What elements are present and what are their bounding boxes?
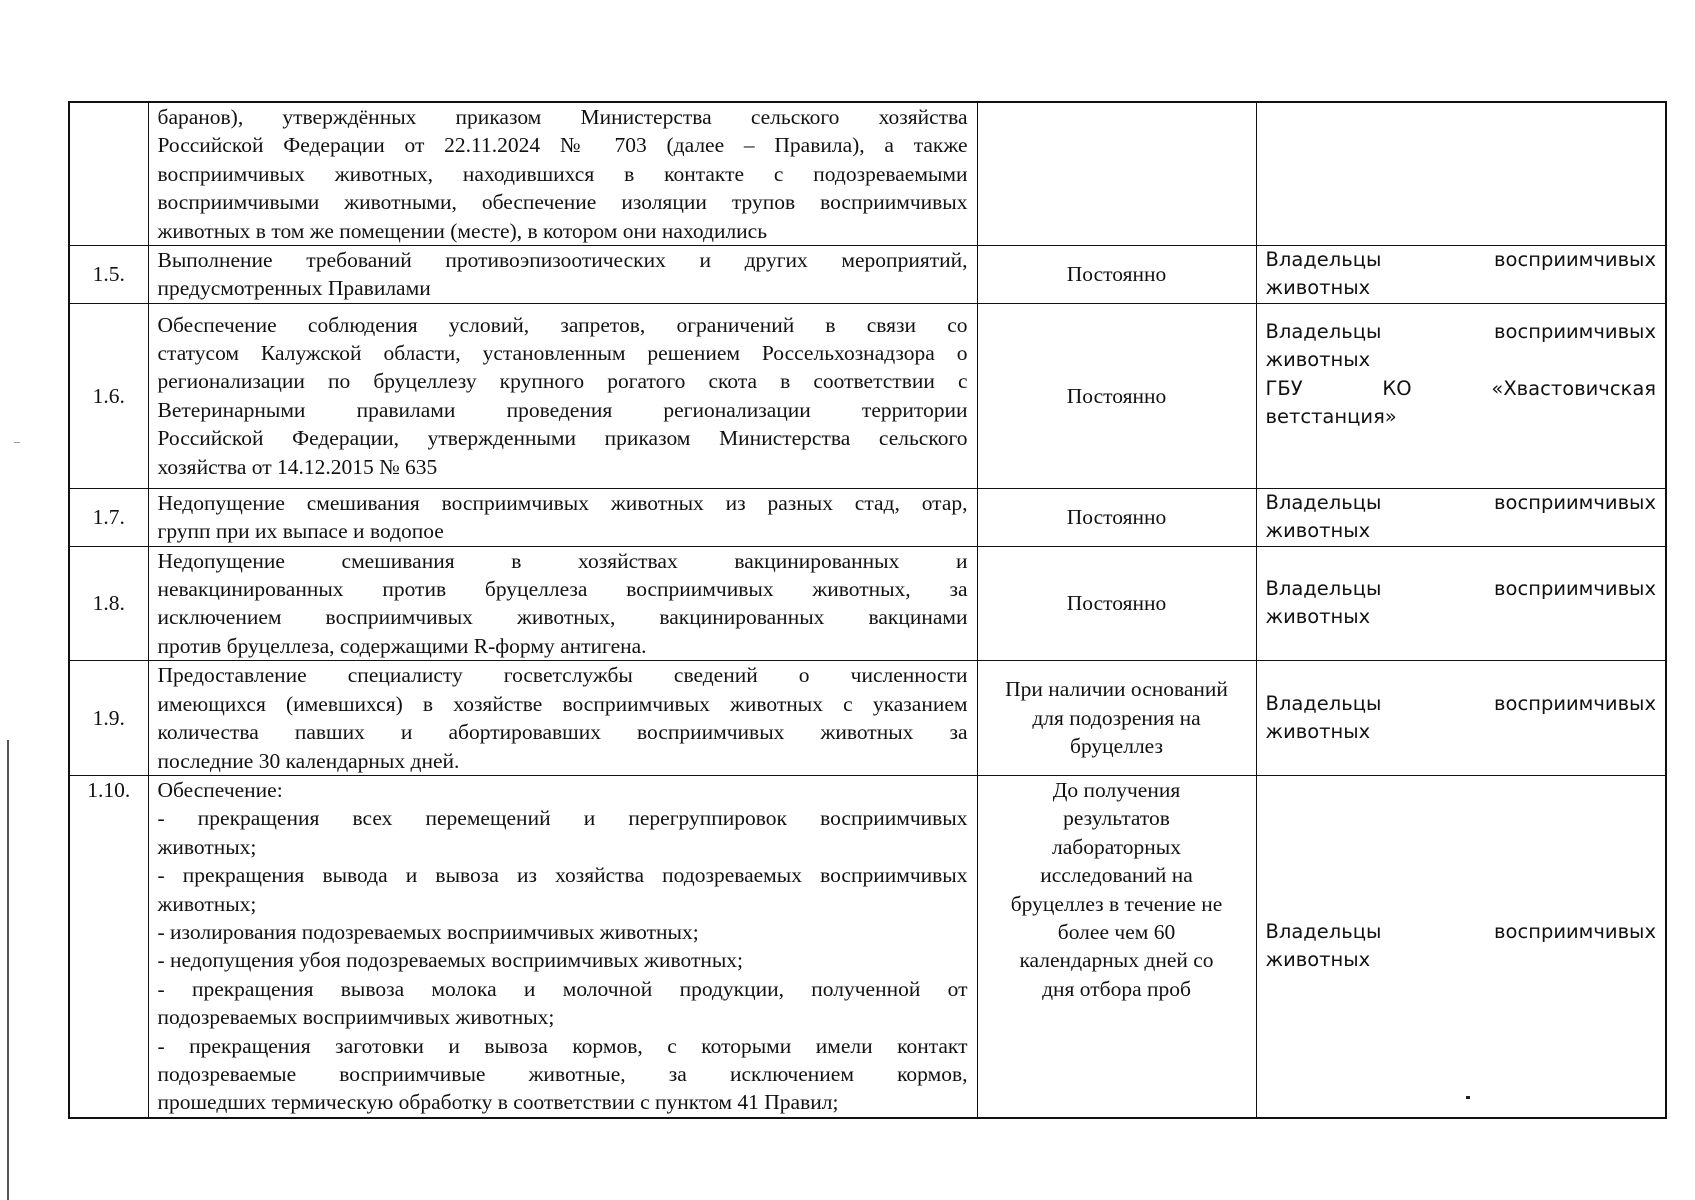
description-line: невакцинированных против бруцеллеза восприимчивых животных, за — [157, 577, 968, 602]
description-line: Российской Федерации от 22.11.2024 № 703 (далее – Правила), а также — [157, 133, 968, 158]
description-line: Предоставление специалисту госветслужбы сведений о численности — [157, 663, 968, 688]
row-description — [148, 546, 977, 661]
term-line: для подозрения на — [1032, 705, 1201, 730]
term-line: результатов — [1063, 806, 1170, 831]
row-description — [148, 246, 977, 304]
description-line: - прекращения вывода и вывоза из хозяйства подозреваемых восприимчивых — [157, 863, 968, 888]
description-line: Обеспечение: — [157, 777, 283, 802]
description-line: Недопущение смешивания восприимчивых животных из разных стад, отар, — [157, 490, 968, 515]
table-row-1-5 — [69, 246, 1666, 304]
responsible-word: восприимчивых — [1494, 919, 1656, 943]
row-number: 1.7. — [69, 488, 148, 546]
scan-edge-line — [7, 740, 9, 1200]
table-row-1-6 — [69, 303, 1666, 488]
responsible-word: восприимчивых — [1494, 248, 1656, 272]
term-line: лабораторных — [1051, 834, 1181, 859]
responsible-word: восприимчивых — [1494, 691, 1656, 715]
description-line: животных; — [157, 834, 257, 859]
table-row-1-7 — [69, 488, 1666, 546]
row-term: Постоянно — [977, 303, 1256, 488]
row-responsible — [1256, 102, 1666, 246]
responsible-word: животных — [1265, 348, 1371, 372]
description-line: групп при их выпасе и водопое — [157, 519, 444, 544]
row-number: 1.6. — [69, 303, 148, 488]
row-term — [977, 102, 1256, 246]
row-responsible — [1256, 303, 1666, 488]
term-line: календарных дней со — [1019, 948, 1214, 973]
responsible-word: «Хвастовичская — [1491, 376, 1656, 400]
measures-table-body — [69, 102, 1666, 1118]
row-description — [148, 775, 977, 1117]
row-responsible — [1256, 488, 1666, 546]
row-description — [148, 488, 977, 546]
scan-tick-mark — [14, 442, 20, 443]
row-description — [148, 661, 977, 776]
description-line: - прекращения заготовки и вывоза кормов, с которыми имели контакт — [157, 1033, 968, 1058]
row-term — [977, 775, 1256, 1117]
responsible-word: восприимчивых — [1494, 490, 1656, 514]
row-description — [148, 303, 977, 488]
table-row-continuation — [69, 102, 1666, 246]
description-line: Выполнение требований противоэпизоотических и других мероприятий, — [157, 248, 968, 273]
description-line: восприимчивых животных, находившихся в контакте с подозреваемыми — [157, 161, 968, 186]
responsible-word: животных — [1265, 276, 1371, 300]
responsible-word: животных — [1265, 519, 1371, 543]
term-line: При наличии оснований — [1005, 677, 1228, 702]
row-responsible — [1256, 661, 1666, 776]
description-line: баранов), утверждённых приказом Министерства сельского хозяйства — [157, 105, 968, 129]
description-line: количества павших и абортировавших восприимчивых животных за — [157, 720, 968, 745]
table-row-1-8 — [69, 546, 1666, 661]
term-line: бруцеллез — [1070, 734, 1163, 759]
responsible-word: ветстанция» — [1265, 405, 1397, 429]
description-line: имеющихся (имевшихся) в хозяйстве восприимчивых животных с указанием — [157, 691, 968, 716]
row-number: 1.10. — [69, 775, 148, 1117]
description-line: - недопущения убоя подозреваемых восприимчивых животных; — [157, 948, 744, 973]
row-responsible — [1256, 775, 1666, 1117]
row-responsible — [1256, 246, 1666, 304]
description-line: Обеспечение соблюдения условий, запретов, ограничений в связи со — [157, 312, 968, 337]
description-line: прошедших термическую обработку в соответствии с пунктом 41 Правил; — [157, 1090, 839, 1115]
term-line: До получения — [1052, 777, 1181, 802]
description-line: - прекращения вывоза молока и молочной продукции, полученной от — [157, 976, 968, 1001]
term-line: исследований на — [1040, 863, 1193, 888]
description-line: Российской Федерации, утвержденными приказом Министерства сельского — [157, 426, 968, 451]
description-line: - прекращения всех перемещений и перегруппировок восприимчивых — [157, 806, 968, 831]
description-line: Ветеринарными правилами проведения регионализации территории — [157, 397, 968, 422]
description-line: статусом Калужской области, установленным решением Россельхознадзора о — [157, 341, 968, 366]
description-line: регионализации по бруцеллезу крупного рогатого скота в соответствии с — [157, 369, 968, 394]
responsible-word: Владельцы — [1265, 577, 1382, 601]
responsible-word: Владельцы — [1265, 319, 1382, 343]
responsible-word: ГБУ — [1265, 376, 1303, 400]
row-term: Постоянно — [977, 488, 1256, 546]
row-term — [977, 661, 1256, 776]
responsible-word: Владельцы — [1265, 490, 1382, 514]
responsible-word: восприимчивых — [1494, 319, 1656, 343]
description-line: хозяйства от 14.12.2015 № 635 — [157, 454, 438, 479]
description-line: подозреваемые восприимчивые животные, за исключением кормов, — [157, 1061, 968, 1086]
row-number: 1.5. — [69, 246, 148, 304]
responsible-word: животных — [1265, 720, 1371, 744]
row-term: Постоянно — [977, 546, 1256, 661]
row-number — [69, 102, 148, 246]
measures-table — [68, 101, 1667, 1119]
description-line: - изолирования подозреваемых восприимчивых животных; — [157, 919, 699, 944]
term-line: бруцеллез в течение не — [1010, 891, 1223, 916]
description-line: Недопущение смешивания в хозяйствах вакцинированных и — [157, 548, 968, 573]
row-term: Постоянно — [977, 246, 1256, 304]
responsible-word: животных — [1265, 948, 1371, 972]
responsible-word: Владельцы — [1265, 248, 1382, 272]
description-line: предусмотренных Правилами — [157, 276, 431, 301]
table-row-1-9 — [69, 661, 1666, 776]
responsible-word: животных — [1265, 605, 1371, 629]
term-line: более чем 60 — [1057, 919, 1176, 944]
description-line: животных в том же помещении (месте), в котором они находились — [157, 218, 768, 243]
responsible-word: Владельцы — [1265, 691, 1382, 715]
row-description — [148, 102, 977, 246]
responsible-word: КО — [1382, 376, 1412, 400]
description-line: животных; — [157, 891, 257, 916]
term-line: дня отбора проб — [1042, 976, 1191, 1001]
description-line: против бруцеллеза, содержащими R-форму антигена. — [157, 633, 647, 658]
table-row-1-10 — [69, 775, 1666, 1117]
description-line: подозреваемых восприимчивых животных; — [157, 1005, 555, 1030]
row-number: 1.8. — [69, 546, 148, 661]
description-line: восприимчивыми животными, обеспечение изоляции трупов восприимчивых — [157, 190, 968, 215]
row-number: 1.9. — [69, 661, 148, 776]
description-line: последние 30 календарных дней. — [157, 748, 460, 773]
row-responsible — [1256, 546, 1666, 661]
responsible-word: Владельцы — [1265, 919, 1382, 943]
responsible-word: восприимчивых — [1494, 577, 1656, 601]
description-line: исключением восприимчивых животных, вакцинированных вакцинами — [157, 605, 968, 630]
